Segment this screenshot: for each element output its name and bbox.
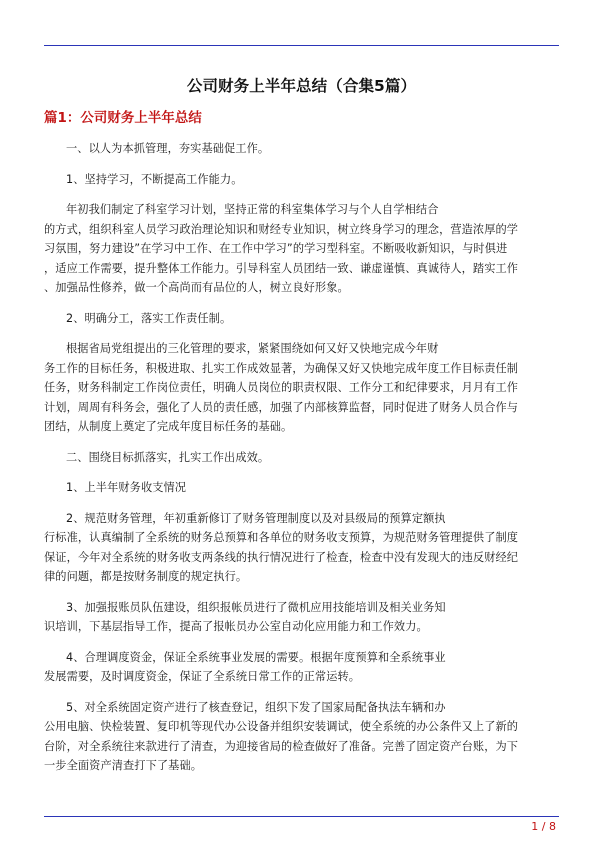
paragraph-7 bbox=[44, 478, 559, 498]
document-body bbox=[44, 74, 559, 787]
paragraph-line: ，适应工作需要，提升整体工作能力。引导科室人员团结一致、谦虚谨慎、真诚待人，踏实工作 bbox=[44, 261, 519, 275]
paragraph-line: 台阶，对全系统往来款进行了清查，为迎接省局的检查做好了准备。完善了固定资产台账，为下 bbox=[44, 739, 519, 753]
paragraph-line: 5、对全系统固定资产进行了核查登记，组织下发了国家局配备执法车辆和办 bbox=[66, 700, 446, 714]
paragraph-line: 1、上半年财务收支情况 bbox=[66, 481, 187, 494]
paragraph-8 bbox=[44, 509, 559, 587]
paragraph-line: 4、合理调度资金，保证全系统事业发展的需要。根据年度预算和全系统事业 bbox=[66, 650, 446, 664]
paragraph-line: 二、围绕目标抓落实，扎实工作出成效。 bbox=[66, 450, 270, 464]
paragraph-line: 律的问题，都是按财务制度的规定执行。 bbox=[44, 570, 248, 583]
paragraph-line: 发展需要，及时调度资金，保证了全系统日常工作的正常运转。 bbox=[44, 670, 361, 683]
paragraph-line: 年初我们制定了科室学习计划，坚持正常的科室集体学习与个人自学相结合 bbox=[66, 203, 439, 216]
paragraph-line: 2、明确分工，落实工作责任制。 bbox=[66, 311, 232, 325]
header-rule bbox=[44, 45, 559, 46]
paragraph-line: 习氛围，努力建设”在学习中工作、在工作中学习”的学习型科室。不断吸收新知识，与时俱进 bbox=[44, 242, 508, 255]
paragraph-11 bbox=[44, 698, 559, 776]
paragraph-3 bbox=[44, 200, 559, 298]
paragraph-line: 3、加强报账员队伍建设，组织报帐员进行了微机应用技能培训及相关业务知 bbox=[66, 600, 446, 614]
paragraph-line: 、加强品性修养，做一个高尚而有品位的人，树立良好形象。 bbox=[44, 281, 349, 294]
section-heading: 篇1：公司财务上半年总结 bbox=[44, 111, 202, 126]
paragraph-5 bbox=[44, 339, 559, 437]
paragraph-line: 1、坚持学习，不断提高工作能力。 bbox=[66, 172, 243, 186]
paragraph-line: 识培训，下基层指导工作，提高了报帐员办公室自动化应用能力和工作效力。 bbox=[44, 620, 428, 633]
paragraph-line: 公用电脑、快检装置、复印机等现代办公设备并组织安装调试，使全系统的办公条件又上了新的 bbox=[44, 720, 519, 733]
footer-rule bbox=[44, 816, 559, 817]
paragraph-line: 任务，财务科制定工作岗位责任，明确人员岗位的职责权限、工作分工和纪律要求，月月有工作 bbox=[44, 381, 519, 394]
paragraph-line: 务工作的目标任务，积极进取、扎实工作成效显著，为确保又好又快地完成年度工作目标责任制 bbox=[44, 361, 519, 375]
paragraph-1 bbox=[44, 139, 559, 159]
paragraph-line: 行标准，认真编制了全系统的财务总预算和各单位的财务收支预算，为规范财务管理提供了制度 bbox=[44, 531, 519, 544]
paragraph-4 bbox=[44, 309, 559, 329]
paragraph-9 bbox=[44, 598, 559, 637]
document-title: 公司财务上半年总结（合集5篇） bbox=[186, 77, 417, 95]
paragraph-6 bbox=[44, 448, 559, 468]
paragraph-10 bbox=[44, 648, 559, 687]
paragraph-line: 保证，今年对全系统的财务收支两条线的执行情况进行了检查，检查中没有发现大的违反财经纪 bbox=[44, 550, 519, 564]
page-number: 1 / 8 bbox=[531, 820, 556, 833]
paragraph-line: 2、规范财务管理，年初重新修订了财务管理制度以及对县级局的预算定额执 bbox=[66, 511, 446, 525]
paragraph-line: 的方式，组织科室人员学习政治理论知识和财经专业知识，树立终身学习的理念，营造浓厚的学 bbox=[44, 222, 519, 236]
paragraph-line: 一步全面资产清查打下了基础。 bbox=[44, 759, 203, 772]
paragraph-line: 团结，从制度上奠定了完成年度目标任务的基础。 bbox=[44, 420, 293, 433]
paragraph-line: 计划，周周有科务会，强化了人员的责任感，加强了内部核算监督，同时促进了财务人员合作与 bbox=[44, 400, 519, 414]
paragraph-line: 一、以人为本抓管理，夯实基础促工作。 bbox=[66, 142, 270, 155]
paragraph-line: 根据省局党组提出的三化管理的要求，紧紧围绕如何又好又快地完成今年财 bbox=[66, 342, 439, 355]
paragraph-2 bbox=[44, 170, 559, 190]
